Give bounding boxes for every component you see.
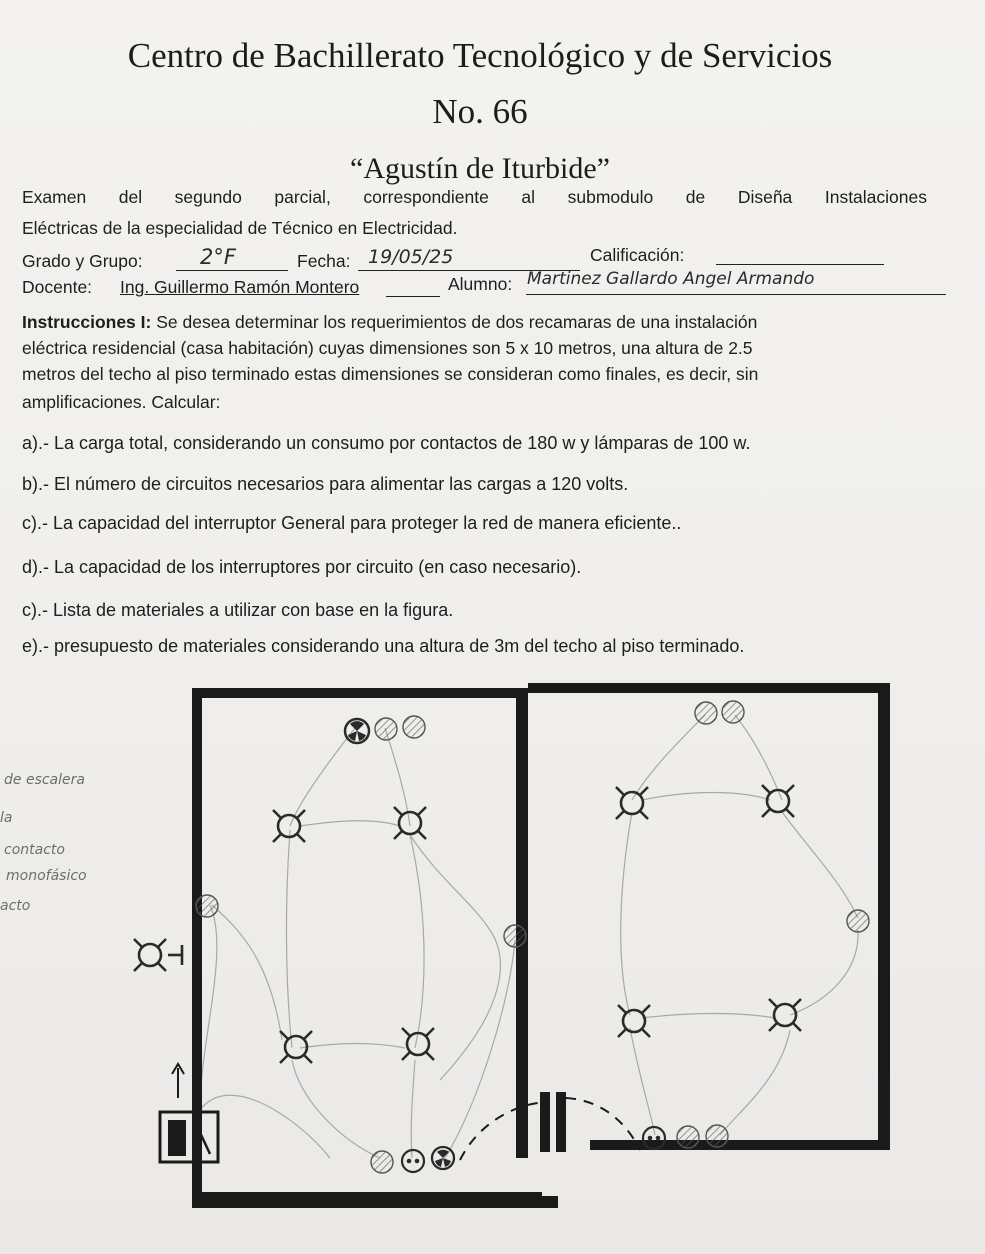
- right-room-devices: [616, 701, 869, 1149]
- exhaust-fan-icon: [345, 719, 369, 743]
- duplex-outlet-icon: [402, 1150, 424, 1172]
- outlet-icon: [847, 910, 869, 932]
- switch-icon: [695, 702, 717, 724]
- outlet-icon: [371, 1151, 393, 1173]
- wall-right-outer: [878, 683, 890, 1148]
- margin-note-2: la: [0, 810, 13, 826]
- outlet-icon: [677, 1126, 699, 1148]
- wall-bottom-inner: [202, 1192, 542, 1198]
- lamp-icon: [280, 1031, 312, 1063]
- door-swing-left: [460, 1102, 550, 1160]
- switch-icon: [375, 718, 397, 740]
- fecha-label: Fecha:: [297, 251, 351, 271]
- lamp-icon: [402, 1028, 434, 1060]
- intro-line-2: Eléctricas de la especialidad de Técnico en Electricidad.: [22, 218, 458, 238]
- instructions-line-4: amplificaciones. Calcular:: [22, 392, 221, 412]
- question-d: d).- La capacidad de los interruptores por circuito (en caso necesario).: [22, 557, 582, 577]
- question-c: c).- La capacidad del interruptor General para proteger la red de manera eficiente..: [22, 513, 682, 533]
- door-jamb-a: [540, 1092, 550, 1152]
- school-subtitle: “Agustín de Iturbide”: [350, 152, 610, 185]
- docente-value: Ing. Guillermo Ramón Montero: [120, 277, 360, 297]
- wall-left-outer: [192, 688, 202, 1208]
- alumno-value[interactable]: Martinez Gallardo Angel Armando: [527, 269, 815, 289]
- outlet-icon: [504, 925, 526, 947]
- docente-label: Docente:: [22, 277, 93, 297]
- wall-right-bottom: [590, 1140, 890, 1150]
- school-name: Centro de Bachillerato Tecnológico y de Servicios: [127, 36, 833, 75]
- instructions-title: Instrucciones I:: [22, 312, 152, 332]
- outlet-icon: [196, 895, 218, 917]
- switch-icon: [403, 716, 425, 738]
- question-e: e).- presupuesto de materiales considerando una altura de 3m del techo al piso terminado.: [22, 636, 745, 656]
- lamp-icon: [273, 810, 305, 842]
- margin-note-4: monofásico: [6, 868, 87, 884]
- exhaust-fan-icon: [432, 1147, 454, 1169]
- intro-line-1: Examen del segundo parcial, correspondiente al submodulo de Diseña Instalaciones: [22, 187, 927, 207]
- calificacion-label: Calificación:: [590, 245, 685, 265]
- margin-note-5: acto: [0, 898, 31, 914]
- wiring-right-room: [621, 715, 858, 1135]
- lamp-icon: [769, 999, 801, 1031]
- lamp-icon: [618, 1005, 650, 1037]
- margin-note-3: contacto: [4, 842, 65, 858]
- outlet-icon: [706, 1125, 728, 1147]
- grado-label: Grado y Grupo:: [22, 251, 143, 271]
- margin-note-1: de escalera: [4, 772, 85, 788]
- walls: [192, 683, 890, 1208]
- question-b: b).- El número de circuitos necesarios para alimentar las cargas a 120 volts.: [22, 474, 629, 494]
- lamp-icon: [762, 785, 794, 817]
- school-number: No. 66: [432, 92, 528, 131]
- question-a: a).- La carga total, considerando un consumo por contactos de 180 w y lámparas de 100 w.: [22, 433, 751, 453]
- instructions-text-1: Se desea determinar los requerimientos de dos recamaras de una instalación: [156, 312, 758, 332]
- switch-icon: [722, 701, 744, 723]
- wall-divider: [516, 688, 528, 1158]
- grado-value[interactable]: 2°F: [200, 245, 236, 269]
- lamp-icon: [616, 787, 648, 819]
- fecha-value[interactable]: 19/05/25: [368, 246, 454, 268]
- door-jamb-b: [556, 1092, 566, 1152]
- question-c2: c).- Lista de materiales a utilizar con base en la figura.: [22, 600, 454, 620]
- alumno-label: Alumno:: [448, 274, 513, 294]
- instructions-line-3: metros del techo al piso terminado estas dimensiones se consideran como finales, es decir, sin: [22, 364, 759, 384]
- electrical-panel: [160, 1064, 218, 1162]
- wiring-left-room: [200, 728, 515, 1158]
- wall-left-top: [192, 688, 528, 698]
- instructions-line-2: eléctrica residencial (casa habitación) cuyas dimensiones son 5 x 10 metros, una altura de 2.5: [22, 338, 753, 358]
- wall-right-top: [528, 683, 888, 693]
- wall-lamp-icon: [134, 939, 182, 971]
